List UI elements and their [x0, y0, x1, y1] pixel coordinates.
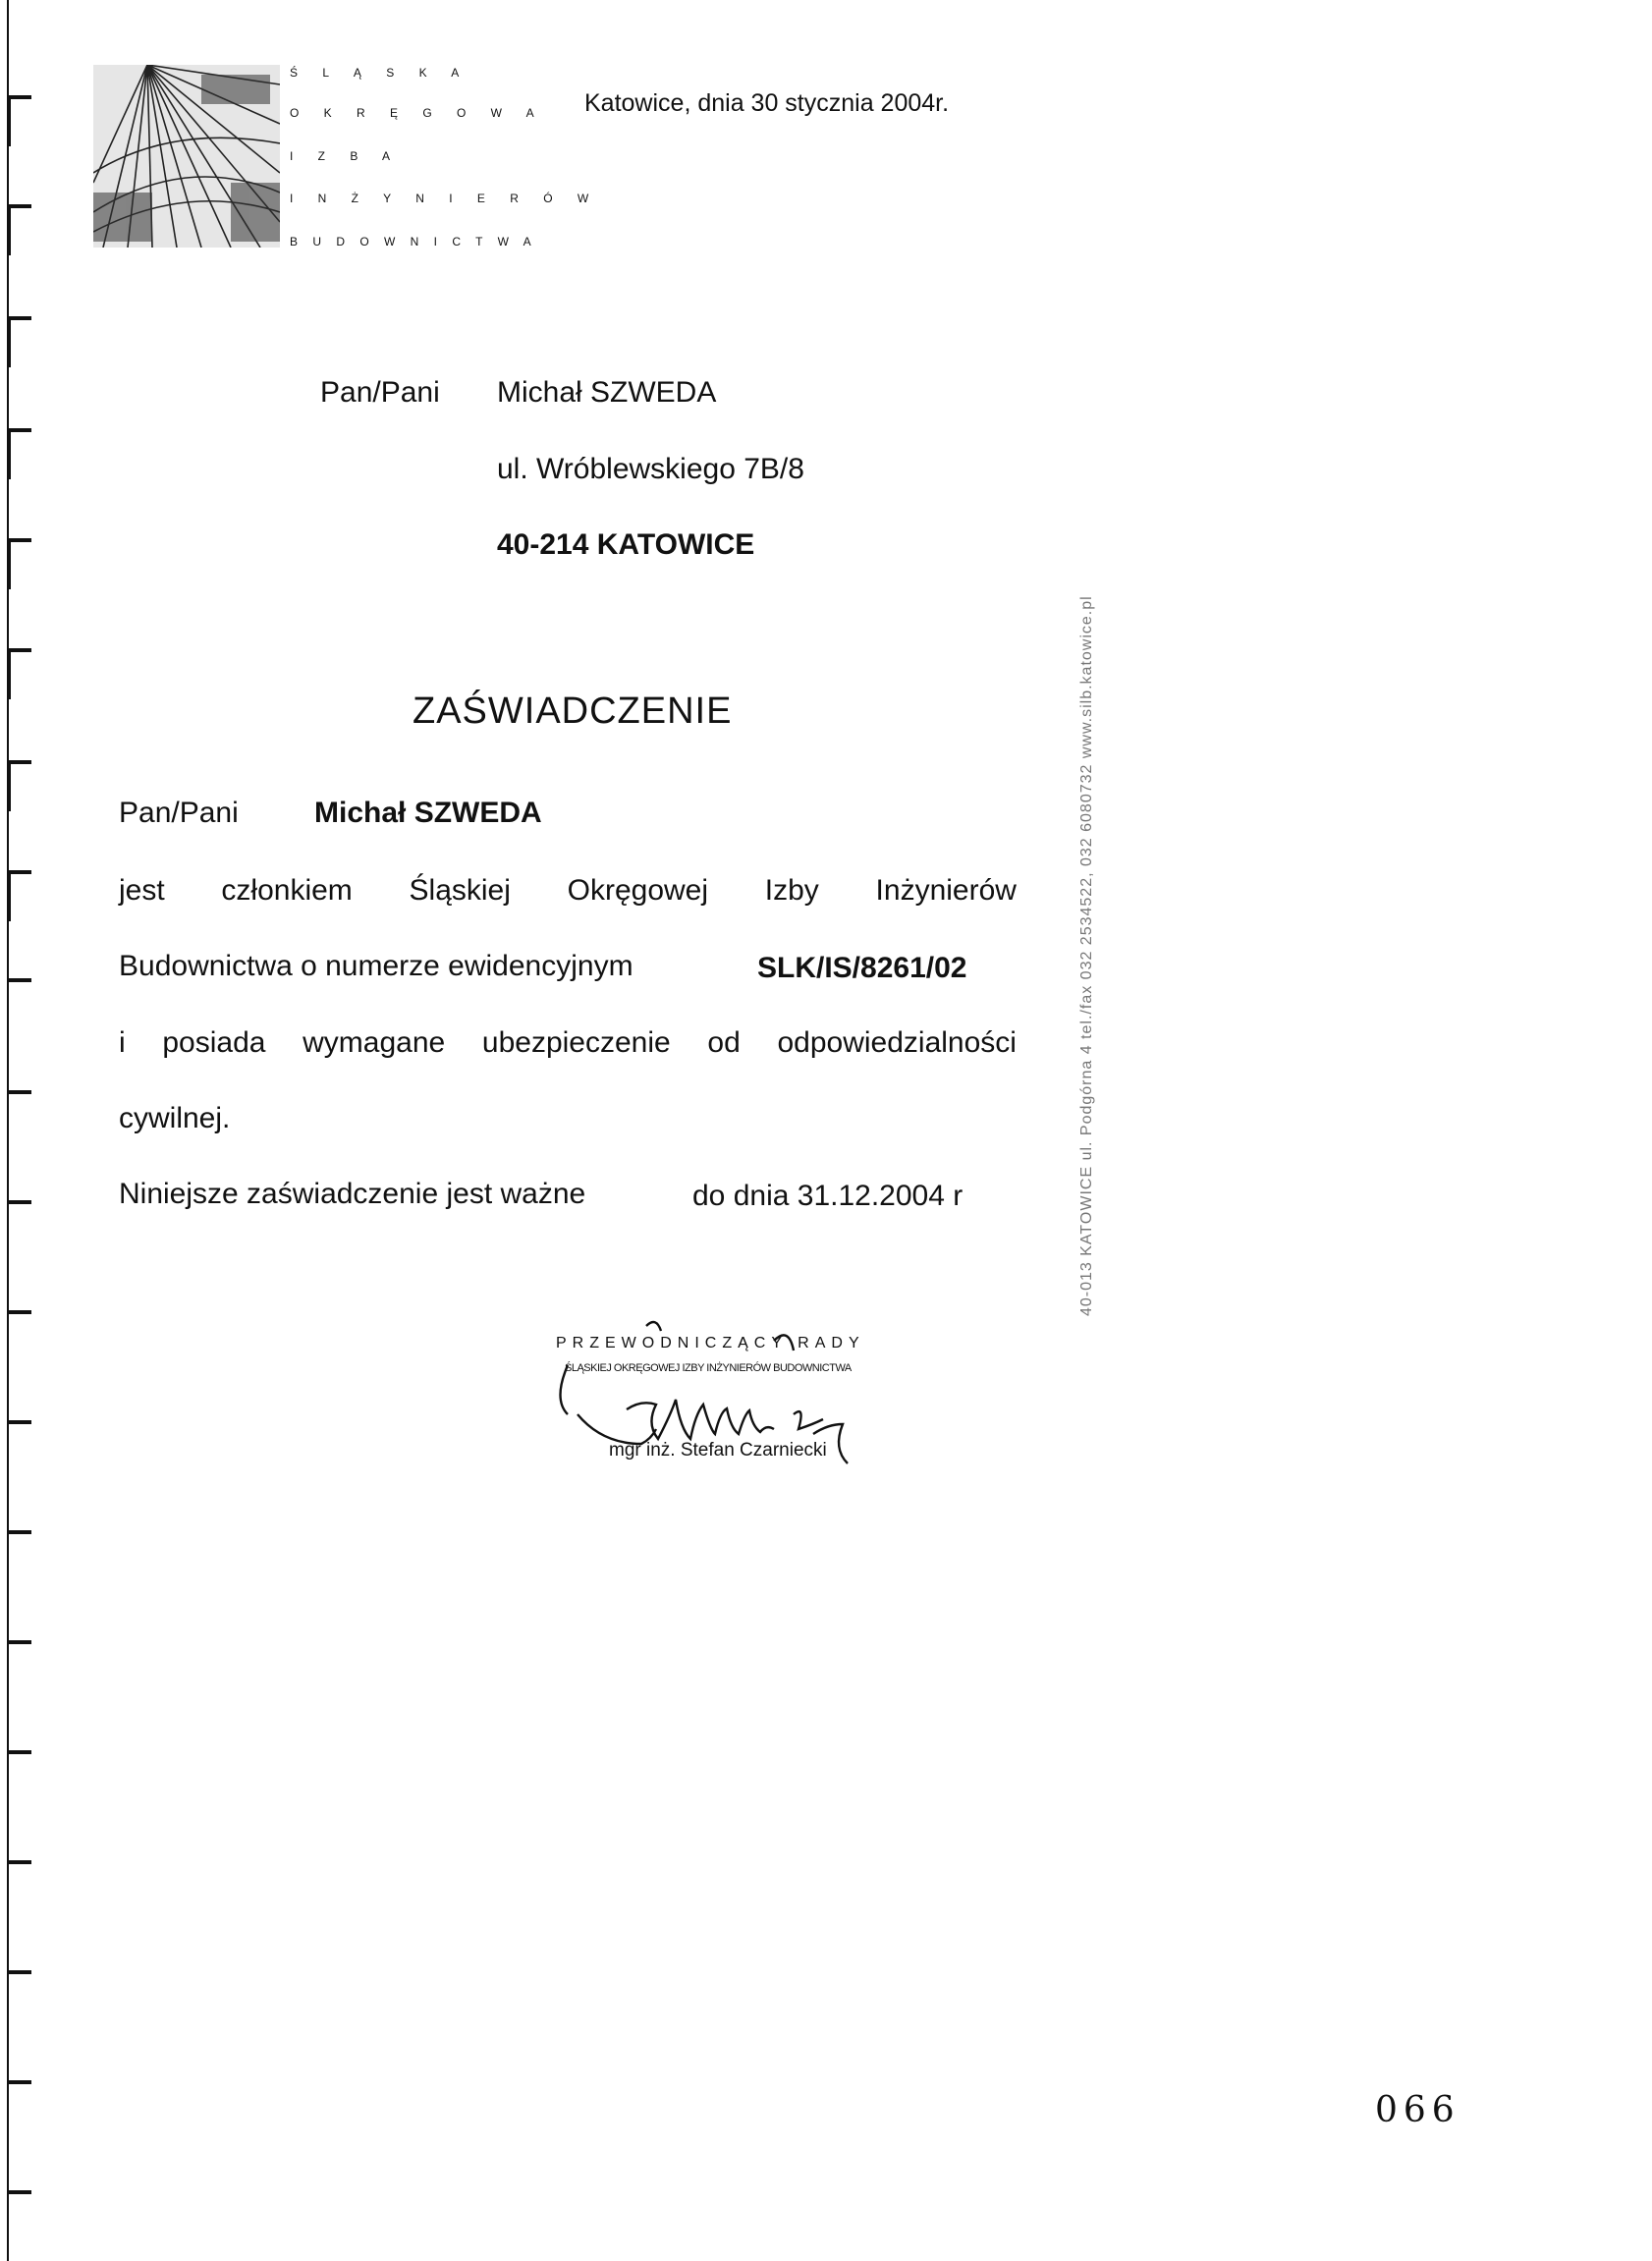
- page-number: 066: [1375, 2090, 1460, 2130]
- punch-mark: [8, 428, 31, 432]
- punch-mark: [8, 2080, 31, 2084]
- cert-line-4: cywilnej.: [119, 1102, 231, 1134]
- cert-salutation: Pan/Pani: [119, 797, 239, 829]
- signature-title: PRZEWODNICZĄCY RADY: [556, 1335, 865, 1351]
- recipient-street: ul. Wróblewskiego 7B/8: [497, 453, 804, 485]
- punch-mark: [8, 538, 31, 542]
- org-name-line: Ś L Ą S K A: [290, 66, 470, 80]
- word: i: [119, 1026, 126, 1059]
- word: Okręgowej: [567, 874, 709, 907]
- punch-mark: [8, 1640, 31, 1644]
- word: Śląskiej: [409, 874, 511, 907]
- punch-mark: [8, 978, 31, 982]
- word: od: [707, 1026, 741, 1059]
- word: ubezpieczenie: [481, 1026, 671, 1059]
- word: wymagane: [303, 1026, 446, 1059]
- punch-mark: [8, 1090, 31, 1094]
- recipient-city: 40-214 KATOWICE: [497, 528, 755, 561]
- cert-line-2: Budownictwa o numerze ewidencyjnym: [119, 950, 633, 982]
- punch-mark: [8, 1530, 31, 1534]
- validity-date: do dnia 31.12.2004 r: [692, 1180, 964, 1212]
- recipient-name: Michał SZWEDA: [497, 376, 717, 409]
- punch-mark: [8, 648, 31, 652]
- punch-mark: [8, 1310, 31, 1314]
- word: Inżynierów: [875, 874, 1017, 907]
- org-name-line: B U D O W N I C T W A: [290, 235, 537, 248]
- word: posiada: [162, 1026, 266, 1059]
- cert-line-1: [119, 874, 1017, 908]
- punch-mark: [8, 1750, 31, 1754]
- word: jest: [119, 874, 165, 907]
- word: członkiem: [221, 874, 353, 907]
- punch-mark: [8, 760, 31, 764]
- registration-number: SLK/IS/8261/02: [757, 952, 967, 984]
- signature-org: ŚLĄSKIEJ OKRĘGOWEJ IZBY INŻYNIERÓW BUDOWNICTWA: [565, 1362, 852, 1374]
- punch-mark: [8, 1200, 31, 1204]
- punch-mark: [8, 204, 31, 208]
- punch-mark: [8, 870, 31, 874]
- signatory-name: mgr inż. Stefan Czarniecki: [609, 1440, 827, 1461]
- org-name-line: O K R Ę G O W A: [290, 106, 545, 120]
- punch-mark: [8, 2190, 31, 2194]
- cert-member-name: Michał SZWEDA: [314, 797, 542, 829]
- document-title: ZAŚWIADCZENIE: [413, 690, 733, 732]
- punch-mark: [8, 1970, 31, 1974]
- validity-text: Niniejsze zaświadczenie jest ważne: [119, 1178, 586, 1210]
- recipient-salutation: Pan/Pani: [320, 376, 440, 409]
- word: odpowiedzialności: [777, 1026, 1017, 1059]
- org-name-line: I Z B A: [290, 149, 402, 163]
- cert-line-3: [119, 1026, 1017, 1060]
- punch-mark: [8, 316, 31, 320]
- document-date: Katowice, dnia 30 stycznia 2004r.: [584, 89, 950, 117]
- punch-mark: [8, 95, 31, 99]
- chamber-logo-icon: [93, 65, 280, 248]
- org-name-line: I N Ż Y N I E R Ó W: [290, 192, 600, 205]
- punch-mark: [8, 1420, 31, 1424]
- punch-mark: [8, 1860, 31, 1864]
- word: Izby: [764, 874, 819, 907]
- side-stamp: 40-013 KATOWICE ul. Podgórna 4 tel./fax 032 2534522, 032 6080732 www.silb.katowice.pl: [1078, 595, 1095, 1316]
